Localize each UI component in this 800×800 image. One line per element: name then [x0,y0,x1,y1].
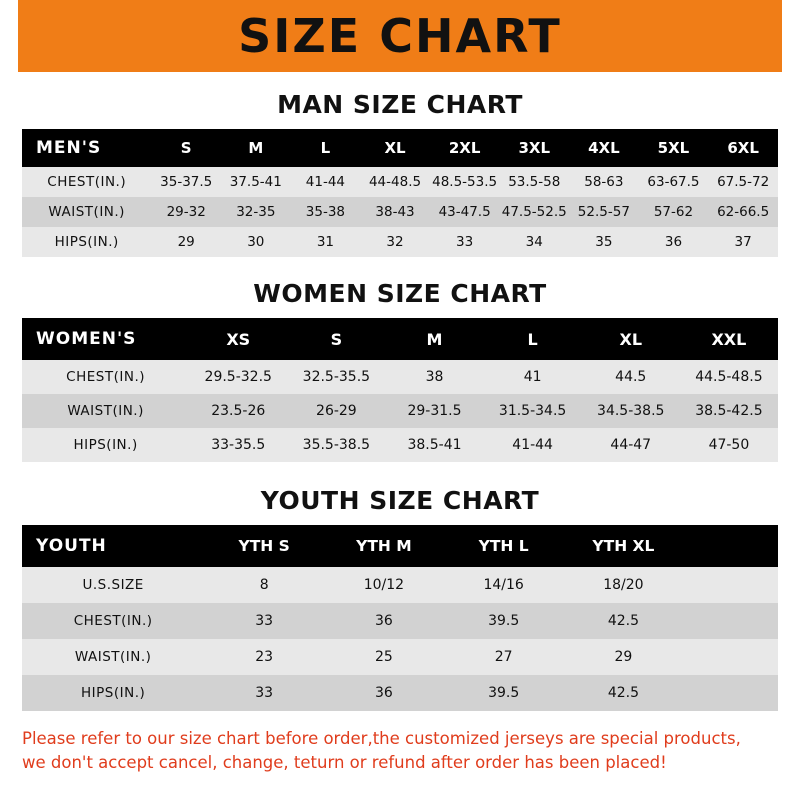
women-header-label: WOMEN'S [22,318,189,360]
table-row [22,360,778,394]
women-col-xs: XS [189,318,287,360]
youth-chest-xl: 42.5 [564,603,684,639]
women-chest-xl: 44.5 [582,360,680,394]
women-hips-s: 35.5-38.5 [287,428,385,462]
women-waist-m: 29-31.5 [385,394,483,428]
men-hips-l: 31 [291,227,361,257]
men-hips-s: 29 [151,227,221,257]
youth-col-s: YTH S [204,525,324,567]
men-col-2xl: 2XL [430,129,500,167]
youth-col-l: YTH L [444,525,564,567]
men-chest-3xl: 53.5-58 [499,167,569,197]
men-hips-m: 30 [221,227,291,257]
table-row [22,675,778,711]
youth-ussize-m: 10/12 [324,567,444,603]
women-row-label-chest: CHEST(IN.) [22,360,189,394]
men-waist-5xl: 57-62 [639,197,709,227]
men-col-m: M [221,129,291,167]
men-waist-m: 32-35 [221,197,291,227]
youth-row-label-hips: HIPS(IN.) [22,675,204,711]
men-waist-4xl: 52.5-57 [569,197,639,227]
men-waist-xl: 38-43 [360,197,430,227]
women-table-header [22,318,778,360]
men-chest-2xl: 48.5-53.5 [430,167,500,197]
table-row [22,639,778,675]
youth-ussize-l: 14/16 [444,567,564,603]
men-col-3xl: 3XL [499,129,569,167]
order-notice [22,727,778,775]
youth-chest-s: 33 [204,603,324,639]
men-waist-3xl: 47.5-52.5 [499,197,569,227]
youth-size-table [22,525,778,711]
table-header-row [22,129,778,167]
women-table-body [22,360,778,462]
women-col-xl: XL [582,318,680,360]
youth-ussize-spacer [683,567,778,603]
youth-hips-l: 39.5 [444,675,564,711]
women-col-xxl: XXL [680,318,778,360]
men-chest-m: 37.5-41 [221,167,291,197]
women-col-s: S [287,318,385,360]
men-chest-xl: 44-48.5 [360,167,430,197]
youth-waist-xl: 29 [564,639,684,675]
men-col-l: L [291,129,361,167]
youth-ussize-s: 8 [204,567,324,603]
youth-row-label-ussize: U.S.SIZE [22,567,204,603]
youth-waist-spacer [683,639,778,675]
header-band [0,0,800,72]
women-hips-xxl: 47-50 [680,428,778,462]
women-col-l: L [484,318,582,360]
section-title-women: WOMEN SIZE CHART [253,279,547,308]
youth-table-body [22,567,778,711]
youth-chest-spacer [683,603,778,639]
table-row [22,428,778,462]
table-row [22,567,778,603]
women-waist-xl: 34.5-38.5 [582,394,680,428]
women-waist-xs: 23.5-26 [189,394,287,428]
youth-ussize-xl: 18/20 [564,567,684,603]
women-waist-xxl: 38.5-42.5 [680,394,778,428]
men-header-label: MEN'S [22,129,151,167]
women-chest-xxl: 44.5-48.5 [680,360,778,394]
men-chest-s: 35-37.5 [151,167,221,197]
men-col-5xl: 5XL [639,129,709,167]
table-row [22,394,778,428]
men-hips-3xl: 34 [499,227,569,257]
women-hips-xl: 44-47 [582,428,680,462]
youth-row-label-chest: CHEST(IN.) [22,603,204,639]
men-waist-s: 29-32 [151,197,221,227]
men-row-label-chest: CHEST(IN.) [22,167,151,197]
page-title: SIZE CHART [238,9,562,63]
table-header-row [22,318,778,360]
youth-hips-m: 36 [324,675,444,711]
men-size-table [22,129,778,257]
women-row-label-waist: WAIST(IN.) [22,394,189,428]
women-chest-m: 38 [385,360,483,394]
men-row-label-waist: WAIST(IN.) [22,197,151,227]
men-table-header [22,129,778,167]
youth-chest-m: 36 [324,603,444,639]
women-hips-m: 38.5-41 [385,428,483,462]
men-hips-4xl: 35 [569,227,639,257]
youth-table-header [22,525,778,567]
table-row [22,227,778,257]
youth-waist-l: 27 [444,639,564,675]
header-right-margin [782,0,800,72]
table-row [22,197,778,227]
youth-waist-s: 23 [204,639,324,675]
women-hips-xs: 33-35.5 [189,428,287,462]
men-table-body [22,167,778,257]
youth-row-label-waist: WAIST(IN.) [22,639,204,675]
men-hips-6xl: 37 [708,227,778,257]
men-chest-5xl: 63-67.5 [639,167,709,197]
men-col-6xl: 6XL [708,129,778,167]
youth-col-m: YTH M [324,525,444,567]
men-col-xl: XL [360,129,430,167]
women-col-m: M [385,318,483,360]
women-row-label-hips: HIPS(IN.) [22,428,189,462]
men-waist-2xl: 43-47.5 [430,197,500,227]
women-chest-s: 32.5-35.5 [287,360,385,394]
youth-hips-spacer [683,675,778,711]
men-chest-6xl: 67.5-72 [708,167,778,197]
men-waist-l: 35-38 [291,197,361,227]
men-chest-l: 41-44 [291,167,361,197]
order-notice-line-1: Please refer to our size chart before order,the customized jerseys are special products, [22,729,741,748]
table-header-row [22,525,778,567]
youth-col-spacer [683,525,778,567]
men-hips-5xl: 36 [639,227,709,257]
order-notice-line-2: we don't accept cancel, change, teturn or refund after order has been placed! [22,752,667,772]
men-hips-2xl: 33 [430,227,500,257]
women-chest-xs: 29.5-32.5 [189,360,287,394]
youth-chest-l: 39.5 [444,603,564,639]
youth-waist-m: 25 [324,639,444,675]
chart-content [0,90,800,711]
section-title-men: MAN SIZE CHART [277,90,523,119]
section-title-youth: YOUTH SIZE CHART [260,486,540,515]
youth-hips-s: 33 [204,675,324,711]
women-chest-l: 41 [484,360,582,394]
women-waist-l: 31.5-34.5 [484,394,582,428]
men-waist-6xl: 62-66.5 [708,197,778,227]
youth-hips-xl: 42.5 [564,675,684,711]
youth-header-label: YOUTH [22,525,204,567]
men-hips-xl: 32 [360,227,430,257]
table-row [22,167,778,197]
table-row [22,603,778,639]
women-waist-s: 26-29 [287,394,385,428]
men-row-label-hips: HIPS(IN.) [22,227,151,257]
men-chest-4xl: 58-63 [569,167,639,197]
men-col-4xl: 4XL [569,129,639,167]
women-size-table [22,318,778,462]
youth-col-xl: YTH XL [564,525,684,567]
men-col-s: S [151,129,221,167]
header-left-margin [0,0,18,72]
women-hips-l: 41-44 [484,428,582,462]
